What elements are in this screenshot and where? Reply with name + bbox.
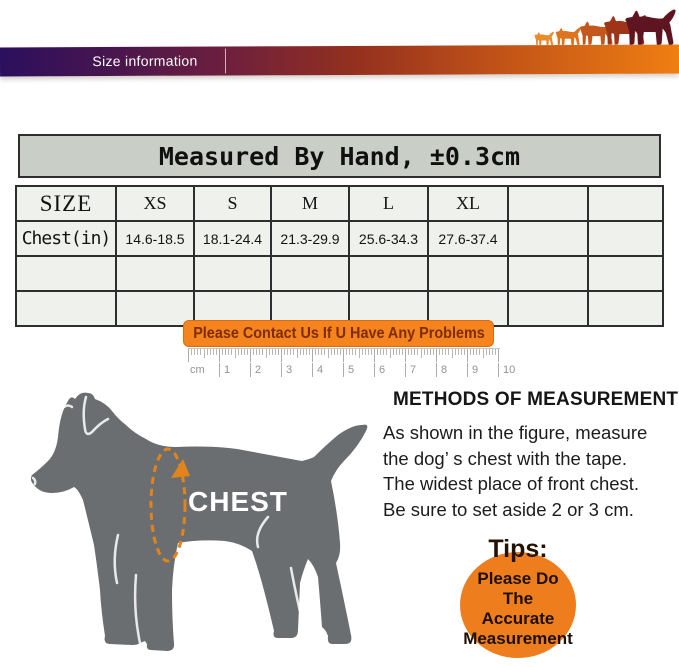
ruler-tick: [278, 349, 279, 355]
ruler-tick: [486, 349, 487, 355]
ruler-tick: [293, 349, 294, 355]
ruler-number: 7: [405, 363, 416, 377]
ruler-tick: [303, 349, 304, 355]
ruler-tick: [297, 349, 298, 358]
table-cell: Chest(in): [16, 221, 116, 256]
ruler-tick: [256, 349, 257, 355]
ruler-tick: [315, 349, 316, 355]
table-cell: [194, 256, 271, 291]
ruler-tick: [207, 349, 208, 355]
ruler-tick: [421, 349, 422, 358]
tips-label: Tips:: [488, 535, 548, 563]
tips-line: Please Do: [477, 569, 559, 588]
ruler-tick: [405, 349, 406, 362]
ruler-tick: [216, 349, 217, 355]
ruler-tick: [362, 349, 363, 355]
ruler-tick: [334, 349, 335, 355]
dog-silhouette: [31, 393, 367, 651]
ruler-number: 1: [219, 363, 230, 377]
ruler-tick: [436, 349, 437, 362]
ruler-tick: [439, 349, 440, 355]
ruler-tick: [430, 349, 431, 355]
ruler-tick: [275, 349, 276, 355]
ruler-tick: [448, 349, 449, 355]
table-cell: XS: [116, 186, 194, 221]
ruler-tick: [445, 349, 446, 355]
ruler-tick: [417, 349, 418, 355]
ruler-tick: [269, 349, 270, 355]
ruler-tick: [188, 349, 189, 362]
table-row: [16, 256, 663, 291]
ruler-unit-label: cm: [190, 364, 205, 376]
ruler-tick: [442, 349, 443, 355]
ruler-tick: [253, 349, 254, 355]
ruler-tick: [247, 349, 248, 355]
ruler-tick: [194, 349, 195, 355]
ruler-tick: [225, 349, 226, 355]
table-cell: 27.6-37.4: [428, 221, 508, 256]
ruler-number: 6: [374, 363, 385, 377]
ruler-tick: [222, 349, 223, 355]
table-cell: 14.6-18.5: [116, 221, 194, 256]
table-row: [16, 221, 663, 256]
ruler-tick: [476, 349, 477, 355]
ruler-tick: [408, 349, 409, 355]
ruler-tick: [371, 349, 372, 355]
table-cell: 21.3-29.9: [271, 221, 349, 256]
ruler-tick: [306, 349, 307, 355]
ruler-tick: [337, 349, 338, 355]
ruler-tick: [396, 349, 397, 355]
ruler-tick: [402, 349, 403, 355]
ruler-tick: [383, 349, 384, 355]
ruler-tick: [424, 349, 425, 355]
ruler-number: 10: [498, 363, 515, 377]
banner-divider: [225, 48, 226, 73]
dog-pack-icon: [0, 0, 679, 48]
small-dog-icon: [556, 28, 581, 46]
ruler-tick: [352, 349, 353, 355]
largest-dog-icon: [625, 10, 675, 45]
ruler-tick: [200, 349, 201, 355]
table-cell: [508, 291, 588, 326]
ruler-number: 2: [250, 363, 261, 377]
ruler-tick: [204, 349, 205, 358]
methods-section: [383, 389, 679, 522]
ruler-tick: [411, 349, 412, 355]
ruler-tick: [219, 349, 220, 362]
table-cell: [16, 256, 116, 291]
ruler-tick: [386, 349, 387, 355]
methods-heading: METHODS OF MEASUREMENT: [393, 389, 679, 410]
dog-measurement-figure: [0, 385, 380, 667]
ruler-tick: [495, 349, 496, 355]
table-cell: SIZE: [16, 186, 116, 221]
ruler-tick: [281, 349, 282, 362]
ruler-tick: [244, 349, 245, 355]
ruler-tick: [343, 349, 344, 362]
ruler-tick: [259, 349, 260, 355]
ruler-tick: [235, 349, 236, 358]
ruler-tick: [228, 349, 229, 355]
ruler-tick: [464, 349, 465, 355]
table-cell: [588, 291, 663, 326]
tips-circle-text: [460, 569, 576, 649]
ruler-tick: [318, 349, 319, 355]
table-cell: 18.1-24.4: [194, 221, 271, 256]
ruler-tick: [374, 349, 375, 362]
ruler-tick: [241, 349, 242, 355]
ruler-tick: [324, 349, 325, 355]
ruler-number: 8: [436, 363, 447, 377]
ruler-tick: [483, 349, 484, 358]
size-table-body: [16, 186, 663, 326]
methods-line: the dog’ s chest with the tape.: [383, 447, 628, 469]
ruler-tick: [470, 349, 471, 355]
table-cell: [588, 256, 663, 291]
ruler-tick: [467, 349, 468, 362]
ruler-tick: [250, 349, 251, 362]
ruler-tick: [266, 349, 267, 358]
ruler-tick: [359, 349, 360, 358]
table-cell: [116, 291, 194, 326]
ruler-tick: [197, 349, 198, 355]
ruler-tick: [489, 349, 490, 355]
table-cell: 25.6-34.3: [349, 221, 428, 256]
ruler-tick: [210, 349, 211, 355]
ruler-tick: [321, 349, 322, 355]
ruler-tick: [377, 349, 378, 355]
ruler-tick: [346, 349, 347, 355]
table-cell: S: [194, 186, 271, 221]
measured-caption-text: Measured By Hand, ±0.3cm: [158, 141, 521, 171]
ruler-tick: [380, 349, 381, 355]
ruler-tick: [458, 349, 459, 355]
table-cell: [588, 221, 663, 256]
ruler-tick: [414, 349, 415, 355]
ruler-tick: [390, 349, 391, 358]
ruler-tick: [340, 349, 341, 355]
ruler-tick: [309, 349, 310, 355]
ruler-tick: [331, 349, 332, 355]
ruler-tick: [262, 349, 263, 355]
eye-mark: [64, 406, 72, 408]
page-title: Size information: [92, 52, 198, 70]
table-cell: [271, 256, 349, 291]
tips-line: Measurement: [463, 629, 573, 648]
ruler-tick: [287, 349, 288, 355]
ruler-tick: [399, 349, 400, 355]
methods-line: Be sure to set aside 2 or 3 cm.: [383, 498, 634, 520]
table-cell: [116, 256, 194, 291]
tips-line: The: [502, 589, 534, 608]
table-cell: [16, 291, 116, 326]
ruler-tick: [300, 349, 301, 355]
header-banner: [0, 45, 679, 77]
table-cell: M: [271, 186, 349, 221]
ruler-tick: [498, 349, 499, 362]
ruler-tick: [365, 349, 366, 355]
ruler-tick: [433, 349, 434, 355]
ruler-tick: [473, 349, 474, 355]
ruler-tick: [452, 349, 453, 358]
small-dog-icon: [535, 32, 554, 46]
measured-caption: [18, 134, 661, 178]
ruler-number: 5: [343, 363, 354, 377]
ruler-tick: [272, 349, 273, 355]
ruler-tick: [427, 349, 428, 355]
tips-circle: [460, 552, 576, 658]
table-cell: L: [349, 186, 428, 221]
ruler-tick: [213, 349, 214, 355]
ruler-tick: [328, 349, 329, 358]
chest-label: CHEST: [188, 486, 288, 517]
ruler-tick: [290, 349, 291, 355]
table-cell: XL: [428, 186, 508, 221]
ruler-number: 9: [467, 363, 478, 377]
table-cell: [508, 221, 588, 256]
contact-banner: [183, 320, 494, 347]
ruler-tick: [238, 349, 239, 355]
ruler-tick: [191, 349, 192, 355]
ruler-tick: [368, 349, 369, 355]
methods-line: The widest place of front chest.: [383, 473, 640, 494]
ruler-tick: [479, 349, 480, 355]
table-cell: [428, 256, 508, 291]
ruler-tick: [492, 349, 493, 355]
table-cell: [508, 186, 588, 221]
ruler-tick: [349, 349, 350, 355]
ruler: [188, 348, 516, 380]
ruler-tick: [284, 349, 285, 355]
table-cell: [349, 256, 428, 291]
table-cell: [508, 256, 588, 291]
ruler-ticks: [188, 348, 500, 362]
table-row: [16, 186, 663, 221]
ruler-tick: [393, 349, 394, 355]
methods-line: As shown in the figure, measure: [383, 422, 648, 443]
ruler-tick: [312, 349, 313, 362]
contact-banner-text: Please Contact Us If U Have Any Problems: [192, 324, 485, 342]
ruler-tick: [355, 349, 356, 355]
ruler-tick: [231, 349, 232, 355]
size-table: [15, 185, 664, 327]
ruler-labels: [188, 363, 516, 379]
ruler-number: 3: [281, 363, 292, 377]
tips-line: Accurate: [481, 609, 555, 628]
ruler-tick: [461, 349, 462, 355]
ruler-tick: [455, 349, 456, 355]
ruler-number: 4: [312, 363, 323, 377]
table-cell: [588, 186, 663, 221]
